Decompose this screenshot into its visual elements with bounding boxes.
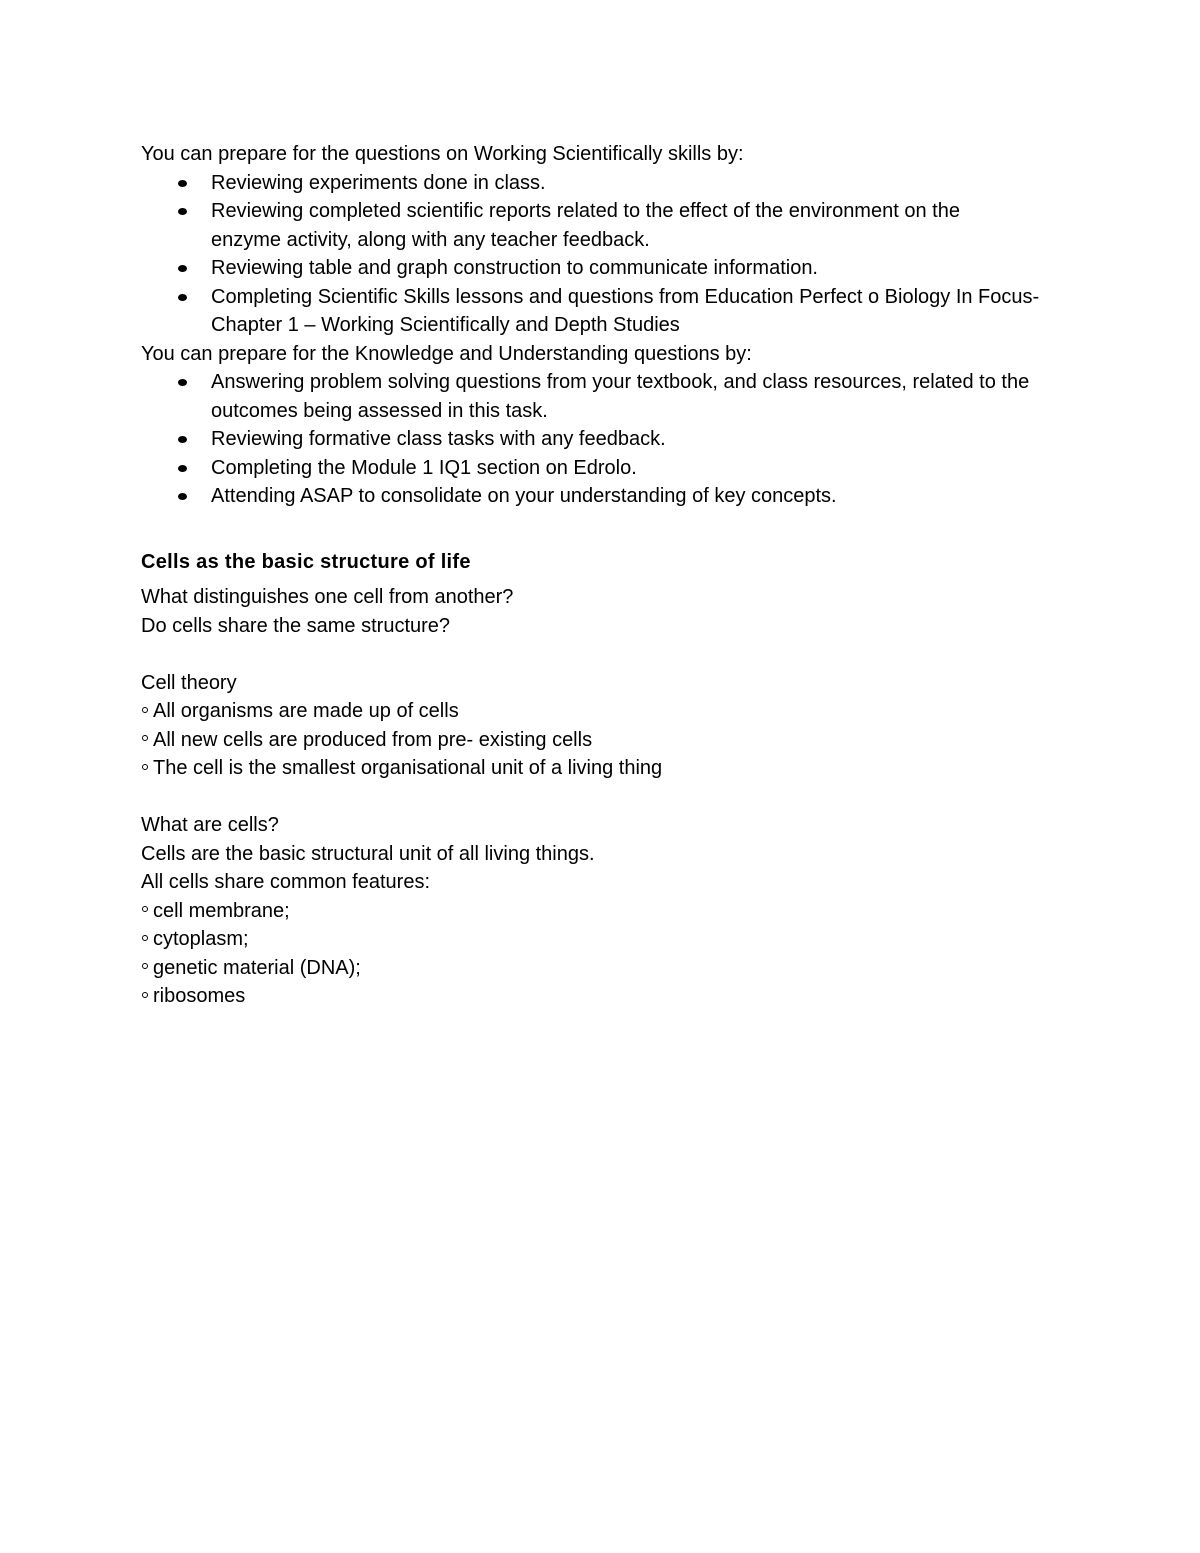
list-item: Completing Scientific Skills lessons and questions from Education Perfect o Biology In Focus- Chapter 1 – Working Scientifically and Depth Studies [141, 283, 1101, 340]
section-heading: Cells as the basic structure of life [141, 550, 471, 573]
bullet-icon [178, 294, 187, 301]
bullet-icon [178, 265, 187, 272]
circle-bullet-icon [142, 963, 148, 969]
cell-theory-title: Cell theory [141, 671, 237, 694]
feature-item: ribosomes [141, 982, 1101, 1011]
spacer [141, 783, 1101, 812]
theory-item: All organisms are made up of cells [141, 697, 1101, 726]
list-item: Answering problem solving questions from your textbook, and class resources, related to the outcomes being assessed in this task. [141, 368, 1101, 425]
circle-bullet-icon [142, 935, 148, 941]
circle-bullet-icon [142, 906, 148, 912]
bullet-icon [178, 436, 187, 443]
bullet-icon [178, 465, 187, 472]
list-item: Attending ASAP to consolidate on your understanding of key concepts. [141, 482, 1101, 511]
ku-list [141, 368, 1101, 511]
body-line: All cells share common features: [141, 871, 431, 893]
circle-bullet-icon [142, 764, 148, 770]
ws-intro: You can prepare for the questions on Working Scientifically skills by: [141, 143, 744, 165]
document-page [141, 140, 1101, 1011]
bullet-icon [178, 208, 187, 215]
feature-item: cell membrane; [141, 897, 1101, 926]
list-item: Reviewing experiments done in class. [141, 169, 1101, 198]
circle-bullet-icon [142, 735, 148, 741]
list-item: Reviewing completed scientific reports related to the effect of the environment on the enzyme activity, along with any teacher feedback. [141, 197, 1101, 254]
circle-bullet-icon [142, 992, 148, 998]
ws-list [141, 169, 1101, 340]
question-line: What distinguishes one cell from another? [141, 586, 514, 608]
theory-item: The cell is the smallest organisational unit of a living thing [141, 754, 1101, 783]
theory-item: All new cells are produced from pre- existing cells [141, 726, 1101, 755]
question-line: Do cells share the same structure? [141, 614, 451, 637]
ku-intro: You can prepare for the Knowledge and Understanding questions by: [141, 342, 752, 365]
list-item: Reviewing formative class tasks with any feedback. [141, 425, 1101, 454]
bullet-icon [178, 379, 187, 386]
spacer [141, 640, 1101, 669]
body-line: Cells are the basic structural unit of all living things. [141, 842, 595, 865]
list-item: Completing the Module 1 IQ1 section on Edrolo. [141, 454, 1101, 483]
bullet-icon [178, 493, 187, 500]
feature-item: cytoplasm; [141, 925, 1101, 954]
what-are-cells-title: What are cells? [141, 814, 279, 836]
bullet-icon [178, 180, 187, 187]
circle-bullet-icon [142, 707, 148, 713]
list-item: Reviewing table and graph construction to communicate information. [141, 254, 1101, 283]
feature-item: genetic material (DNA); [141, 954, 1101, 983]
